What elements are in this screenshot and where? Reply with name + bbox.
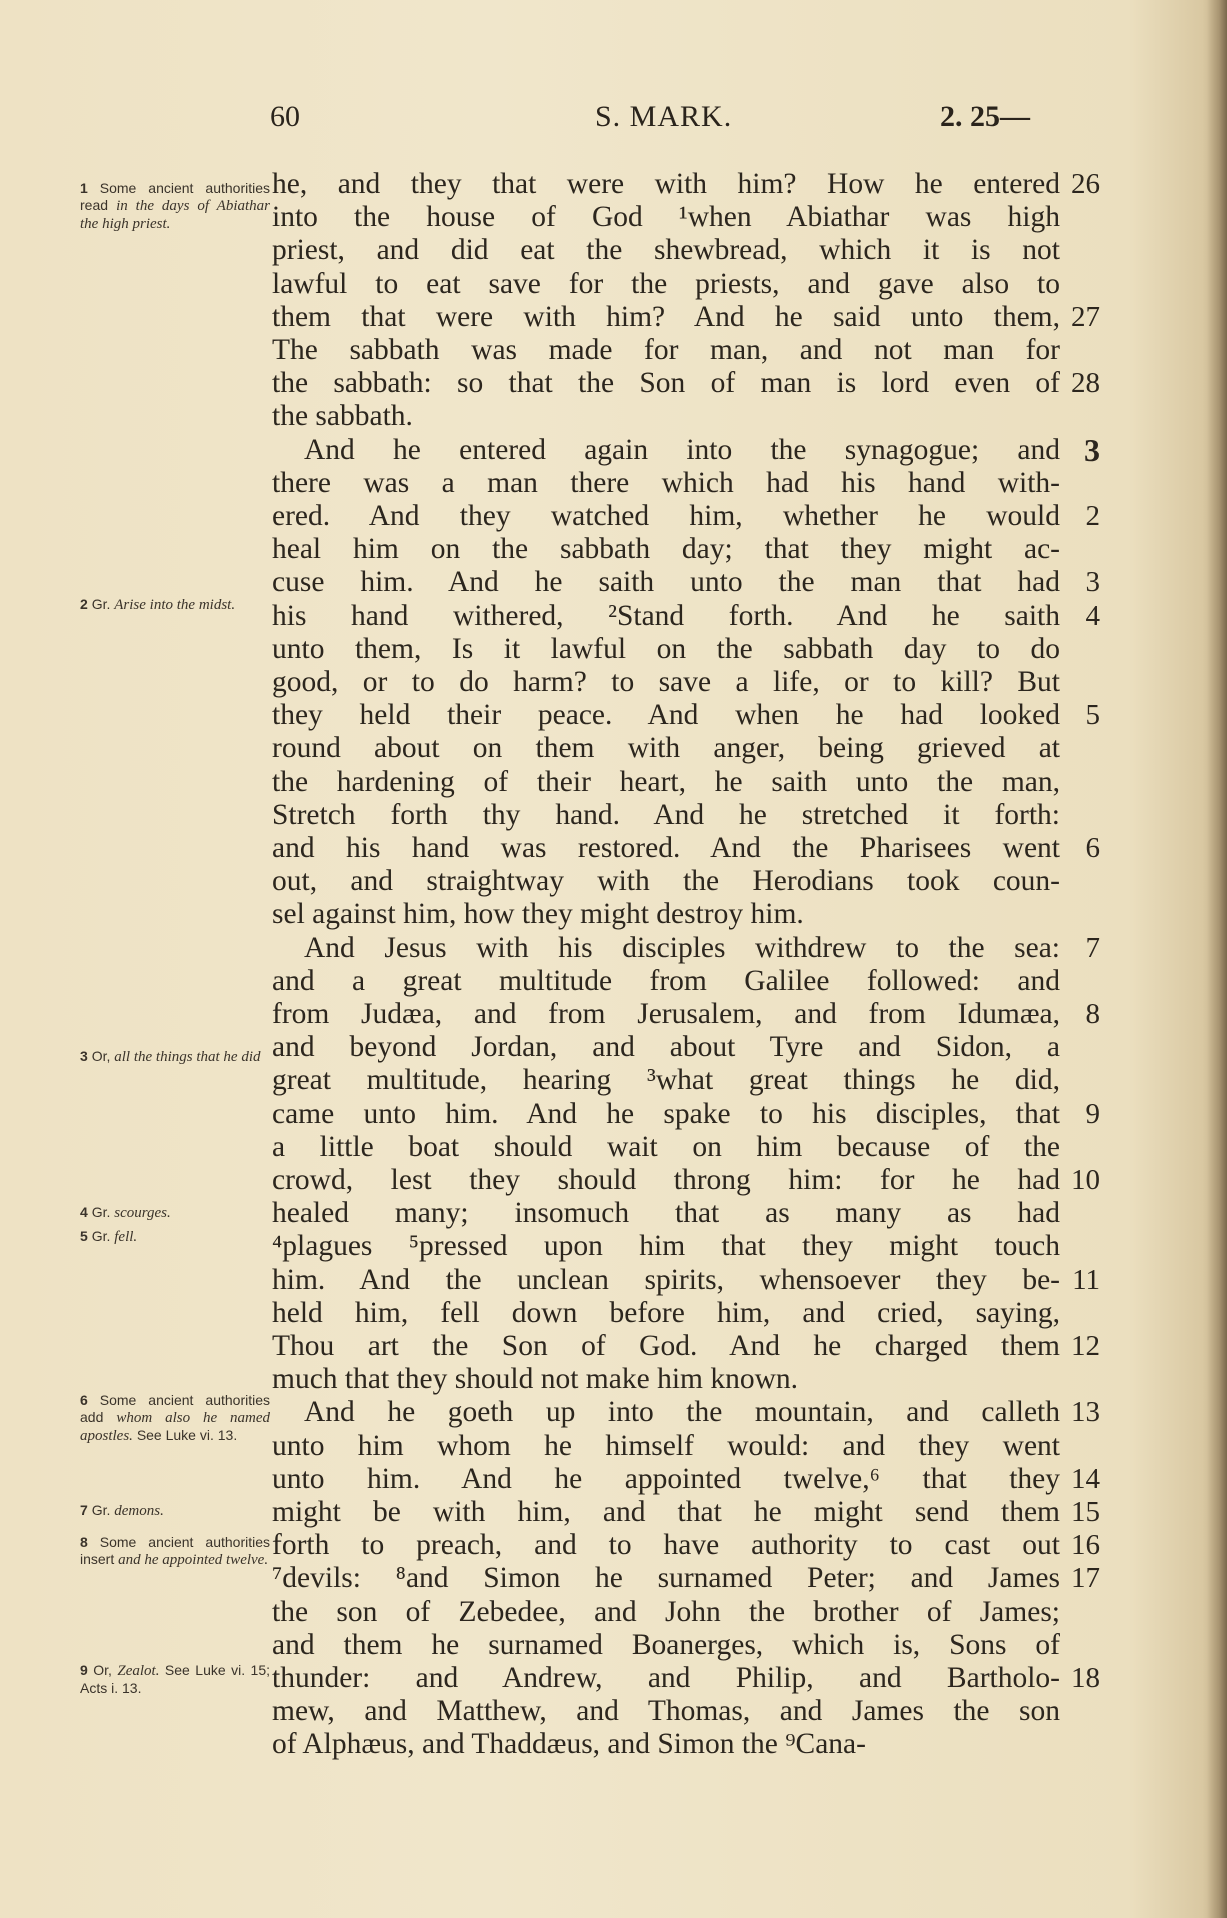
- text-line: healed many; insomuch that as many as had: [272, 1197, 1060, 1230]
- note-reference: See Luke vi. 13.: [136, 1427, 238, 1443]
- chapter-verse-reference: 2. 25—: [940, 100, 1030, 133]
- verse-number: 7: [1085, 931, 1100, 964]
- note-italic-text: in the days of Abiathar the high priest.: [80, 198, 270, 232]
- text-line: And he entered again into the synagogue; and: [304, 433, 1060, 466]
- margin-note: [80, 1392, 270, 1445]
- text-line: And he goeth up into the mountain, and calleth: [304, 1396, 1060, 1429]
- note-italic-text: demons.: [114, 1503, 164, 1519]
- note-text: Or,: [91, 1048, 111, 1064]
- text-line: unto him whom he himself would: and they went: [272, 1429, 1060, 1462]
- text-line: Thou art the Son of God. And he charged them: [272, 1330, 1060, 1362]
- note-number: 8: [80, 1534, 88, 1550]
- text-line: the son of Zebedee, and John the brother of James;: [272, 1595, 1060, 1628]
- note-text: Gr.: [91, 1204, 111, 1220]
- text-line: sel against him, how they might destroy him.: [272, 898, 804, 931]
- text-line: thunder: and Andrew, and Philip, and Bartholo-: [272, 1662, 1060, 1694]
- text-line: and beyond Jordan, and about Tyre and Sidon, a: [272, 1031, 1060, 1064]
- note-number: 2: [80, 596, 88, 612]
- text-line: he, and they that were with him? How he entered: [272, 168, 1060, 200]
- note-italic-text: and he appointed twelve.: [118, 1552, 269, 1568]
- verse-number: 10: [1071, 1164, 1100, 1196]
- text-line: heal him on the sabbath day; that they might ac-: [272, 533, 1060, 566]
- margin-note: [80, 1502, 270, 1520]
- text-line: And Jesus with his disciples withdrew to the sea:: [304, 931, 1060, 964]
- note-number: 1: [80, 180, 88, 196]
- text-line: them that were with him? And he said unto them,: [272, 300, 1060, 333]
- text-line: round about on them with anger, being grieved at: [272, 732, 1060, 765]
- text-line: and a great multitude from Galilee followed: and: [272, 964, 1060, 997]
- text-line: much that they should not make him known.: [272, 1363, 799, 1396]
- text-line: mew, and Matthew, and Thomas, and James the son: [272, 1695, 1060, 1728]
- verse-number: 5: [1085, 699, 1100, 732]
- text-line: and them he surnamed Boanerges, which is, Sons of: [272, 1628, 1060, 1661]
- note-italic-text: whom also he named apostles.: [80, 1410, 270, 1444]
- text-line: ⁴plagues ⁵pressed upon him that they might touch: [272, 1230, 1060, 1263]
- note-number: 5: [80, 1228, 88, 1244]
- text-line: they held their peace. And when he had looked: [272, 699, 1060, 732]
- note-number: 6: [80, 1392, 88, 1408]
- note-italic-text: Zealot.: [117, 1663, 160, 1679]
- text-line: cuse him. And he saith unto the man that had: [272, 566, 1060, 599]
- note-italic-text: fell.: [114, 1229, 138, 1245]
- text-line: held him, fell down before him, and cried, saying,: [272, 1296, 1060, 1329]
- text-line: lawful to eat save for the priests, and gave also to: [272, 267, 1060, 300]
- text-line: the hardening of their heart, he saith unto the man,: [272, 765, 1060, 798]
- text-line: unto him. And he appointed twelve,⁶ that they: [272, 1462, 1060, 1495]
- verse-number: 12: [1071, 1330, 1100, 1362]
- note-italic-text: all the things that he did: [114, 1049, 261, 1065]
- note-number: 9: [80, 1662, 88, 1678]
- chapter-number: 3: [1084, 431, 1100, 468]
- note-number: 3: [80, 1048, 88, 1064]
- text-line: him. And the unclean spirits, whensoever they be-: [272, 1263, 1060, 1296]
- note-number: 7: [80, 1502, 88, 1518]
- margin-note: [80, 1048, 270, 1066]
- text-line: of Alphæus, and Thaddæus, and Simon the ⁹Cana-: [272, 1728, 866, 1761]
- note-text: Some ancient authorities read: [80, 180, 271, 213]
- note-italic-text: scourges.: [114, 1205, 171, 1221]
- text-line: out, and straightway with the Herodians took coun-: [272, 865, 1060, 898]
- note-text: Gr.: [91, 1502, 111, 1518]
- text-line: crowd, lest they should throng him: for he had: [272, 1164, 1060, 1196]
- verse-number: 14: [1071, 1462, 1100, 1495]
- text-line: might be with him, and that he might send them: [272, 1496, 1060, 1528]
- text-line: into the house of God ¹when Abiathar was high: [272, 201, 1060, 234]
- text-line: ⁷devils: ⁸and Simon he surnamed Peter; and James: [272, 1562, 1060, 1595]
- note-reference: See Luke vi. 15; Acts i. 13.: [80, 1662, 271, 1696]
- page-edge-shadow: [1207, 0, 1227, 1918]
- text-line: forth to preach, and to have authority to cast out: [272, 1529, 1060, 1562]
- verse-number: 8: [1085, 998, 1100, 1030]
- verse-number: 13: [1071, 1396, 1100, 1429]
- text-line: came unto him. And he spake to his disciples, that: [272, 1097, 1060, 1130]
- verse-number: 16: [1071, 1529, 1100, 1562]
- note-text: Or,: [93, 1662, 112, 1678]
- margin-note: [80, 1662, 270, 1697]
- note-italic-text: Arise into the midst.: [114, 597, 236, 613]
- verse-number: 9: [1085, 1097, 1100, 1130]
- text-line: from Judæa, and from Jerusalem, and from Idumæa,: [272, 998, 1060, 1030]
- text-line: The sabbath was made for man, and not man for: [272, 334, 1060, 366]
- text-line: a little boat should wait on him because of the: [272, 1130, 1060, 1163]
- margin-note: [80, 1204, 270, 1222]
- note-text: Some ancient authorities add: [80, 1392, 271, 1425]
- page-number: 60: [270, 100, 300, 133]
- text-line: great multitude, hearing ³what great things he did,: [272, 1064, 1060, 1097]
- text-line: good, or to do harm? to save a life, or to kill? But: [272, 666, 1060, 698]
- verse-number: 2: [1085, 500, 1100, 532]
- note-text: Gr.: [91, 1228, 111, 1244]
- verse-number: 11: [1072, 1263, 1100, 1296]
- text-line: ered. And they watched him, whether he would: [272, 500, 1060, 532]
- text-line: Stretch forth thy hand. And he stretched it forth:: [272, 798, 1060, 831]
- text-line: unto them, Is it lawful on the sabbath day to do: [272, 632, 1060, 665]
- text-line: the sabbath.: [272, 400, 413, 433]
- verse-number: 18: [1071, 1662, 1100, 1694]
- verse-number: 28: [1071, 367, 1100, 400]
- verse-number: 3: [1085, 566, 1100, 599]
- page-header: [0, 100, 1227, 140]
- note-text: Gr.: [91, 596, 111, 612]
- verse-number: 17: [1071, 1562, 1100, 1595]
- text-line: the sabbath: so that the Son of man is lord even of: [272, 367, 1060, 400]
- margin-note: [80, 180, 270, 233]
- note-number: 4: [80, 1204, 88, 1220]
- text-line: priest, and did eat the shewbread, which it is not: [272, 234, 1060, 267]
- margin-note: [80, 1228, 270, 1246]
- margin-note: [80, 1534, 270, 1569]
- running-title: S. MARK.: [595, 100, 733, 133]
- verse-number: 15: [1071, 1496, 1100, 1528]
- margin-note: [80, 596, 270, 614]
- text-line: there was a man there which had his hand with-: [272, 466, 1060, 499]
- verse-number: 27: [1071, 300, 1100, 333]
- note-text: Some ancient authorities insert: [80, 1534, 271, 1567]
- text-line: and his hand was restored. And the Pharisees went: [272, 832, 1060, 864]
- verse-number: 26: [1071, 168, 1100, 200]
- verse-number: 6: [1085, 832, 1100, 864]
- text-line: his hand withered, ²Stand forth. And he saith: [272, 599, 1060, 632]
- verse-number: 4: [1085, 599, 1100, 632]
